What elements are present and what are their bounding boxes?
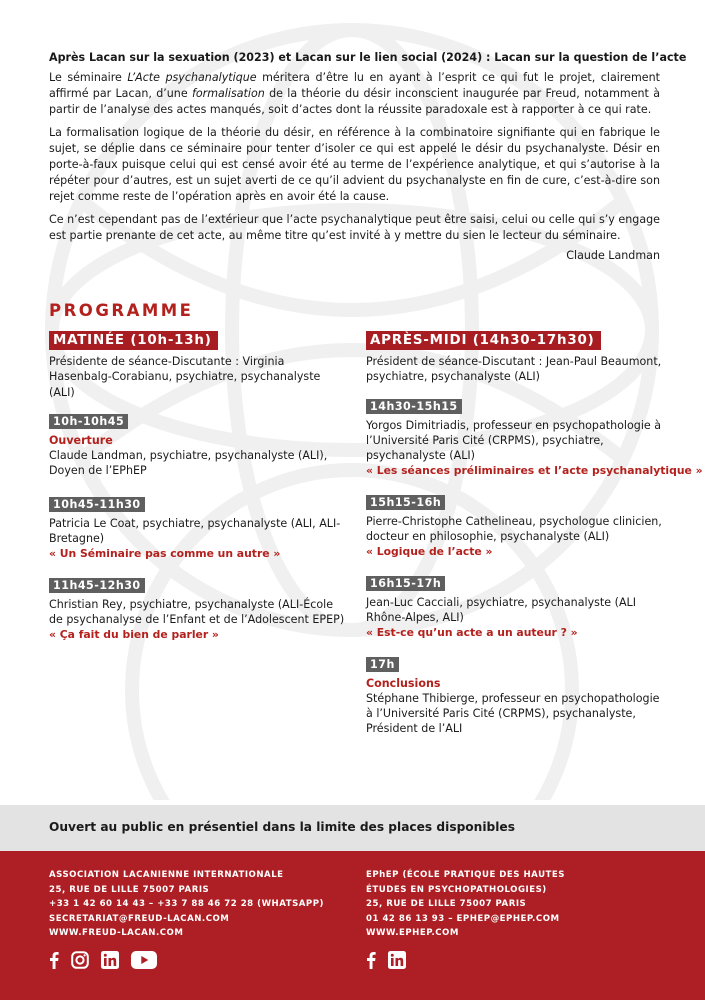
session-time: 14h30-15h15	[366, 399, 462, 414]
session-talk-title: « Ça fait du bien de parler »	[49, 628, 219, 642]
ali-phone[interactable]: +33 1 42 60 14 43 – +33 7 88 46 72 28 (WHATSAPP)	[49, 899, 324, 909]
instagram-icon[interactable]	[71, 951, 89, 969]
session-time: 17h	[366, 657, 399, 672]
session-label: Conclusions	[366, 676, 441, 690]
session-label: Ouverture	[49, 433, 113, 447]
session-block	[366, 576, 666, 641]
banner-text: Ouvert au public en présentiel dans la limite des places disponibles	[49, 820, 515, 834]
intro-title: Après Lacan sur la sexuation (2023) et Lacan sur le lien social (2024) : Lacan sur la question de l’acte	[49, 51, 687, 64]
session-block	[366, 495, 666, 560]
public-access-banner	[0, 805, 705, 851]
ephep-address: 25, RUE DE LILLE 75007 PARIS	[366, 899, 527, 909]
ali-website[interactable]: WWW.FREUD-LACAN.COM	[49, 928, 184, 938]
session-block	[366, 399, 703, 479]
session-block	[49, 578, 349, 643]
ali-address: 25, RUE DE LILLE 75007 PARIS	[49, 884, 210, 895]
session-talk-title: « Logique de l’acte »	[366, 545, 493, 559]
ephep-name: EPhEP (ÉCOLE PRATIQUE DES HAUTES	[366, 870, 565, 880]
facebook-icon[interactable]	[366, 951, 376, 969]
session-speaker: Stéphane Thibierge, professeur en psychopathologie à l’Université Paris Cité (CRPMS), psychanalyste, Président de l’ALI	[366, 691, 660, 736]
ali-name: ASSOCIATION LACANIENNE INTERNATIONALE	[49, 870, 284, 880]
intro-paragraph-2: La formalisation logique de la théorie du désir, en référence à la combinatoire signifiante qui en fabrique le sujet, se déplie dans ce séminaire pour tenter d’isoler ce qui est appelé le désir du psychanalyste. Désir en porte-à-faux puisque celui qui est censé avoir été au terme de l’expérience analytique, et qui s’autorise à la répéter pour d’autres, est un sujet averti de ce qu’il advient du psychanalyste en fin de cure, c’est-à-dire son rejet comme reste de l’opération après en avoir été la cause.	[49, 126, 660, 203]
session-block	[49, 497, 349, 562]
youtube-icon[interactable]	[131, 951, 157, 969]
programme-title: PROGRAMME	[49, 301, 194, 320]
session-speaker: Christian Rey, psychiatre, psychanalyste (ALI-École de psychanalyse de l’Enfant et de l’Adolescent EPEP)	[49, 597, 345, 626]
session-speaker: Claude Landman, psychiatre, psychanalyste (ALI), Doyen de l’EPhEP	[49, 449, 328, 478]
session-time: 10h-10h45	[49, 414, 128, 429]
linkedin-icon[interactable]	[388, 951, 406, 969]
session-speaker: Pierre-Christophe Cathelineau, psychologue clinicien, docteur en philosophie, psychanalyste (ALI)	[366, 514, 662, 544]
session-speaker: Jean-Luc Cacciali, psychiatre, psychanalyste (ALI Rhône-Alpes, ALI)	[366, 595, 636, 624]
ephep-contact	[366, 868, 666, 941]
ephep-social-links	[366, 951, 406, 969]
ali-contact	[49, 868, 339, 941]
afternoon-header: APRÈS-MIDI (14h30-17h30)	[366, 331, 601, 350]
linkedin-icon[interactable]	[101, 951, 119, 969]
intro-section	[49, 50, 687, 271]
session-speaker: Yorgos Dimitriadis, professeur en psychopathologie à l’Université Paris Cité (CRPMS), psychiatre, psychanalyste (ALI)	[366, 418, 662, 463]
session-speaker: Patricia Le Coat, psychiatre, psychanalyste (ALI, ALI-Bretagne)	[49, 516, 341, 546]
session-time: 16h15-17h	[366, 576, 445, 591]
intro-signature: Claude Landman	[566, 249, 660, 262]
ali-social-links	[49, 951, 157, 969]
ephep-name-cont: ÉTUDES EN PSYCHOPATHOLOGIES)	[366, 884, 547, 895]
session-time: 10h45-11h30	[49, 497, 145, 512]
session-talk-title: « Les séances préliminaires et l’acte psychanalytique »	[366, 464, 703, 478]
ali-email[interactable]: SECRETARIAT@FREUD-LACAN.COM	[49, 913, 230, 924]
session-block	[49, 414, 349, 479]
session-time: 15h15-16h	[366, 495, 445, 510]
intro-paragraph-1: Le séminaire L’Acte psychanalytique méritera d’être lu en ayant à l’esprit ce qui fut le projet, clairement affirmé par Lacan, d’une formalisation de la théorie du désir inconscient inaugurée par Freud, notamment à partir de l’analyse des actes manqués, soit d’actes dont la réussite paradoxale est à rapporter à ce qui rate.	[49, 71, 660, 116]
session-talk-title: « Un Séminaire pas comme un autre »	[49, 547, 281, 561]
morning-chair: Présidente de séance-Discutante : Virginia Hasenbalg-Corabianu, psychiatre, psychanalyste (ALI)	[49, 355, 321, 399]
session-block	[366, 657, 666, 737]
intro-paragraph-3: Ce n’est cependant pas de l’extérieur que l’acte psychanalytique peut être saisi, celui ou celle qui s’y engage est partie prenante de cet acte, au même titre qu’est invité à y mettre du sien le lecteur du séminaire.	[49, 213, 660, 242]
morning-header: MATINÉE (10h-13h)	[49, 331, 218, 350]
afternoon-column	[366, 331, 703, 737]
morning-column	[49, 331, 349, 643]
afternoon-chair: Président de séance-Discutant : Jean-Paul Beaumont, psychiatre, psychanalyste (ALI)	[366, 355, 662, 384]
session-talk-title: « Est-ce qu’un acte a un auteur ? »	[366, 626, 578, 640]
footer	[0, 851, 705, 1000]
ephep-website[interactable]: WWW.EPHEP.COM	[366, 928, 459, 938]
ephep-phone-email[interactable]: 01 42 86 13 93 – EPHEP@EPHEP.COM	[366, 913, 560, 924]
facebook-icon[interactable]	[49, 951, 59, 969]
session-time: 11h45-12h30	[49, 578, 145, 593]
